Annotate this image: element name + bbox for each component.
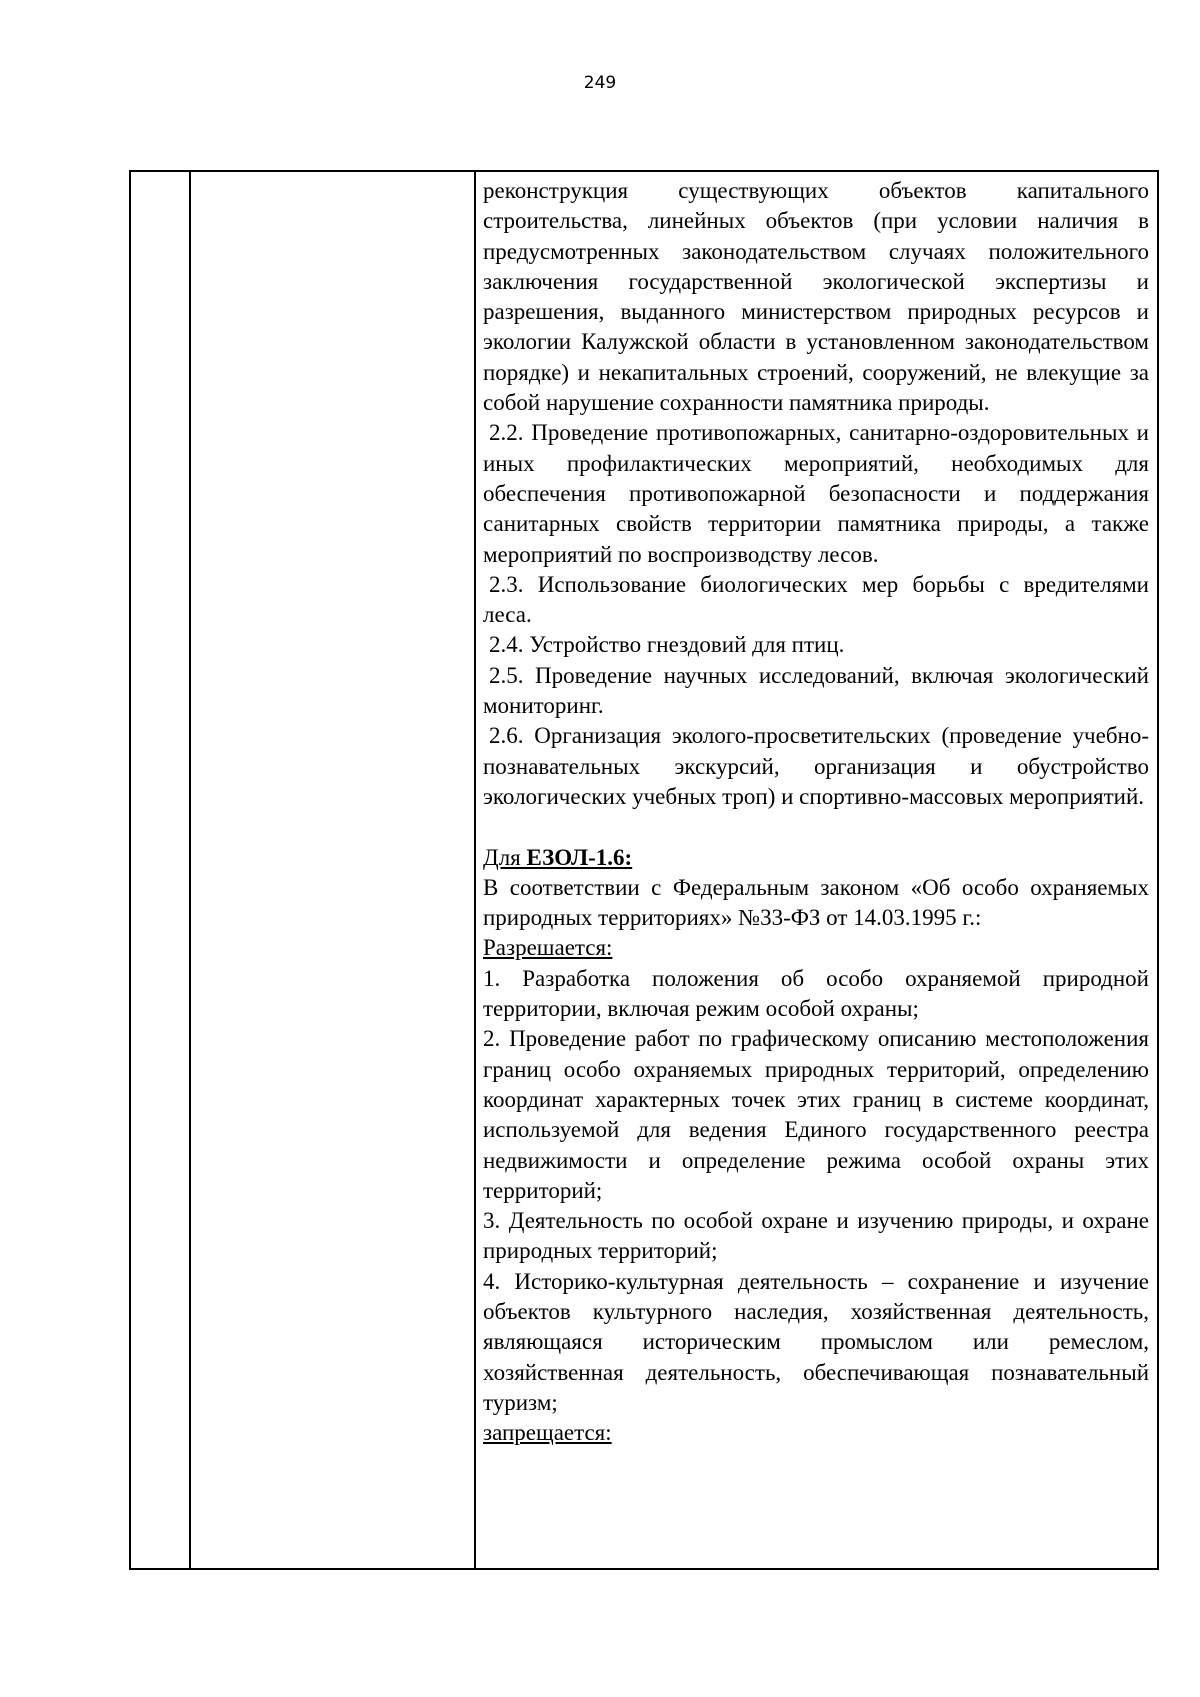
allowed-item-4: 4. Историко-культурная деятельность – сохранение и изучение объектов культурного наследия, хозяйственная деятельность, являющаяся историческим промыслом или ремеслом, хозяйственная деятельность, обеспечивающая познавательный туризм;	[483, 1268, 1149, 1415]
blank-line	[483, 812, 1149, 842]
allowed-item-2: 2. Проведение работ по графическому описанию местоположения границ особо охраняемых природных территорий, определению координат характерных точек этих границ в системе координат, используемой для ведения Единого государственного реестра недвижимости и определение режима особой охраны этих территорий;	[483, 1026, 1149, 1203]
paragraph-2-5: 2.5. Проведение научных исследований, включая экологический мониторинг.	[483, 662, 1149, 719]
zone-heading-prefix: Для	[483, 844, 527, 870]
paragraph-2-4: 2.4. Устройство гнездовий для птиц.	[489, 632, 845, 658]
column-divider-2	[474, 172, 476, 1568]
allowed-item-3: 3. Деятельность по особой охране и изучению природы, и охране природных территорий;	[483, 1208, 1149, 1264]
page-number: 249	[583, 73, 617, 93]
zone-heading-code: ЕЗОЛ-1.6:	[526, 844, 633, 870]
allowed-item-1: 1. Разработка положения об особо охраняемой природной территории, включая режим особой охраны;	[483, 965, 1149, 1022]
zone-heading	[483, 843, 1149, 873]
regulation-table	[129, 170, 1159, 1570]
allowed-label: Разрешается:	[483, 935, 613, 961]
paragraph-reconstruction: реконструкция существующих объектов капитального строительства, линейных объектов (при условии наличия в предусмотренных законодательством случаях положительного заключения государственной экологической экспертизы и разрешения, выданного министерством природных ресурсов и экологии Калужской области в установленном законодательством порядке) и некапитальных строений, сооружений, не влекущие за собой нарушение сохранности памятника природы.	[483, 178, 1149, 416]
paragraph-2-2: 2.2. Проведение противопожарных, санитарно-оздоровительных и иных профилактических мероприятий, необходимых для обеспечения противопожарной безопасности и поддержания санитарных свойств территории памятника природы, а также мероприятий по воспроизводству лесов.	[483, 420, 1149, 567]
column-divider-1	[189, 172, 191, 1568]
regulation-text-cell	[483, 176, 1149, 1448]
paragraph-2-3: 2.3. Использование биологических мер борьбы с вредителями леса.	[483, 571, 1149, 628]
paragraph-2-6: 2.6. Организация эколого-просветительских (проведение учебно-познавательных экскурсий, организация и обустройство экологических учебных троп) и спортивно-массовых мероприятий.	[483, 723, 1149, 809]
paragraph-federal-law: В соответствии с Федеральным законом «Об особо охраняемых природных территориях» №33-ФЗ от 14.03.1995 г.:	[483, 874, 1149, 931]
forbidden-label: запрещается:	[483, 1420, 612, 1446]
